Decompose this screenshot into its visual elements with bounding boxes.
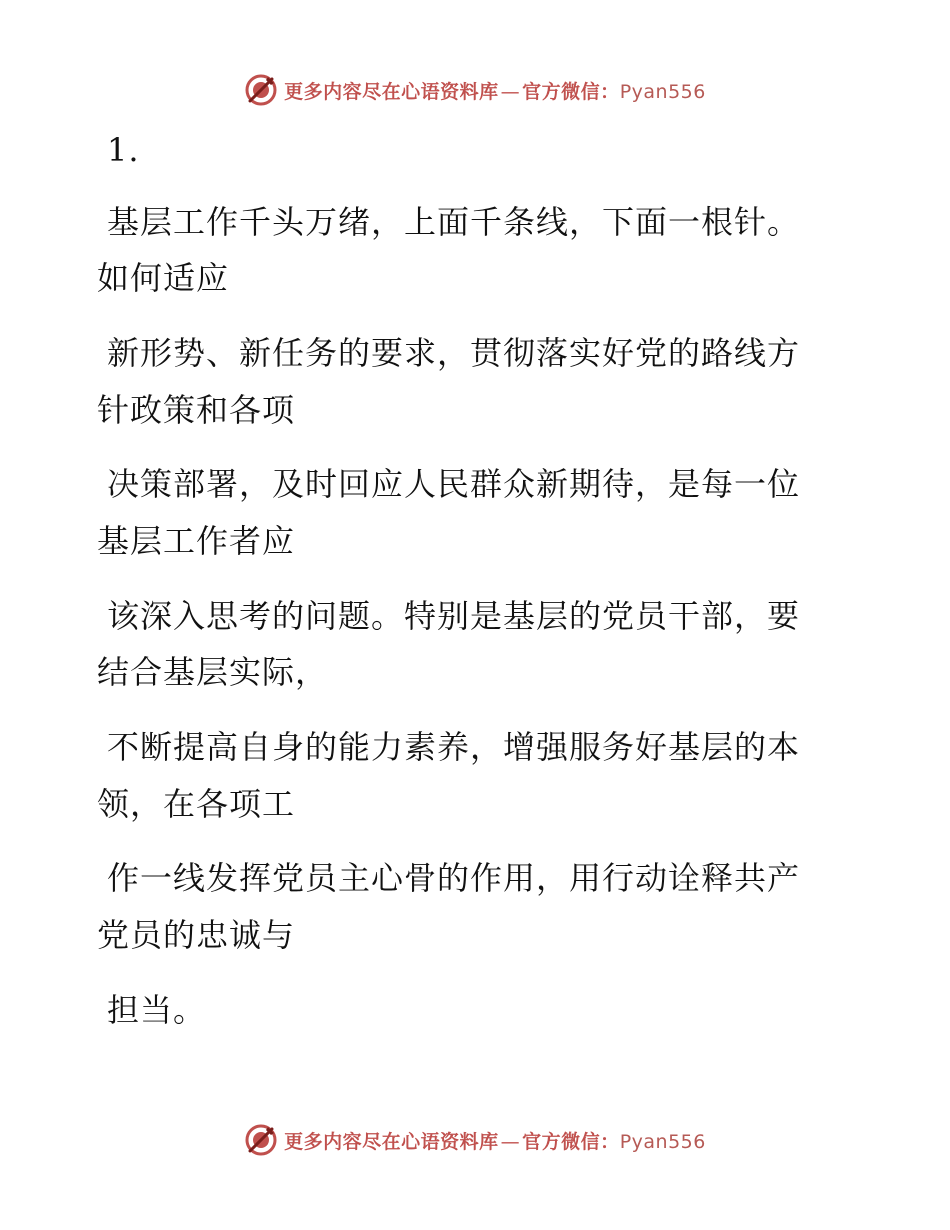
footer-wechat-id: Pyan556 (619, 1130, 706, 1153)
paragraph-line: 担当。 (107, 991, 207, 1029)
header-banner (0, 70, 950, 110)
paragraph-line: 基层工作千头万绪，上面千条线，下面一根针。 (107, 203, 801, 241)
paragraph-line: 不断提高自身的能力素养，增强服务好基层的本 (107, 728, 801, 766)
header-wechat-id: Pyan556 (619, 80, 706, 103)
header-text (284, 77, 706, 104)
paragraph-line: 针政策和各项 (97, 391, 296, 429)
footer-wechat-label: 官方微信： (522, 1130, 620, 1153)
footer-banner (0, 1120, 950, 1160)
pen-circle-logo-icon (244, 1123, 278, 1157)
section-number: 1. (107, 131, 140, 169)
paragraph-line: 结合基层实际， (97, 653, 329, 691)
footer-site-name: 更多内容尽在心语资料库 (284, 1130, 499, 1153)
header-wechat-label: 官方微信： (522, 80, 620, 103)
paragraph-line: 新形势、新任务的要求，贯彻落实好党的路线方 (107, 334, 801, 372)
footer-text (284, 1127, 706, 1154)
paragraph-line: 如何适应 (97, 259, 230, 297)
header-separator: — (500, 80, 521, 103)
pen-circle-logo-icon (244, 73, 278, 107)
paragraph-line: 决策部署，及时回应人民群众新期待，是每一位 (107, 465, 801, 503)
header-site-name: 更多内容尽在心语资料库 (284, 80, 499, 103)
paragraph-line: 该深入思考的问题。特别是基层的党员干部，要 (107, 597, 801, 635)
footer-separator: — (500, 1130, 521, 1153)
paragraph-line: 基层工作者应 (97, 522, 296, 560)
paragraph-line: 领，在各项工 (97, 785, 296, 823)
paragraph-line: 作一线发挥党员主心骨的作用，用行动诠释共产 (107, 859, 801, 897)
paragraph-line: 党员的忠诚与 (97, 916, 296, 954)
